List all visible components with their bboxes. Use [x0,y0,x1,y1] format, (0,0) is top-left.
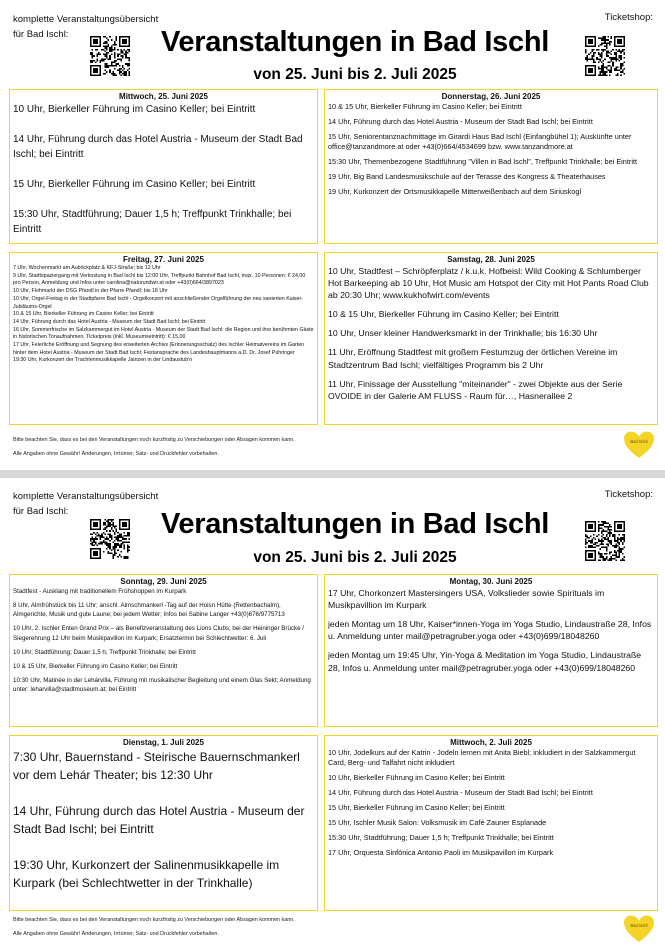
event-item: 10 Uhr, Stadtfest – Schröpferplatz / k.u.k. Hofbeisl: Wild Cooking & Schlumberger Hot Barkeeping ab 10 Uhr, Hot Music am Hotspot der City mit Hot Pants Road Club ab 20:30 Uhr; www.kukhofwirt.com/events [328,266,649,301]
event-item: 10 Uhr, Jodelkurs auf der Katrin - Jodeln lernen mit Anita Biebl; inkludiert in der Salzkammergut Card, Berg- und Talfahrt nicht inkludiert [328,748,636,767]
overview-label-line2: für Bad Ischl: [13,29,69,40]
event-item: 7:30 Uhr, Bauernstand - Steirische Bauernschmankerl vor dem Lehár Theater; bis 12:30 Uhr [13,750,300,782]
day-box-tuesday-1 [9,735,318,911]
event-item: 15 Uhr, Seniorentanznachmittage im Girardi Haus Bad Ischl (Einfangbühel 1); Auskünfte unter office@tanzandmore.at oder +43(0)664/4534699 bzw. www.tanzandmore.at [328,132,632,151]
overview-label-line2: für Bad Ischl: [13,506,69,517]
day-box-wednesday-25 [9,89,318,244]
event-item: 8 Uhr, Almfrühstück bis 11 Uhr; anschl. Almschmankerl -Tag auf der Hoisn Hütte (Rettenbachalm), Almgerichte, Musik und gute Laune; bei jedem Wetter; Infos bei Sabine Langer +43(0)676/9775713 [13,602,285,619]
disclaimer-line2: Alle Angaben ohne Gewähr! Änderungen, Irrtümer, Satz- und Druckfehler vorbehalten. [13,931,219,937]
disclaimer-line1: Bitte beachten Sie, dass es bei den Veranstaltungen noch kurzfristig zu Verschiebungen oder Absagen kommen kann. [13,917,295,923]
day-heading: Dienstag, 1. Juli 2025 [123,738,204,747]
event-item: 15 Uhr, Bierkeller Führung im Casino Keller; bei Eintritt [328,803,505,812]
event-item: 10:30 Uhr, Matinée in der Lehárvilla, Führung mit musikalischer Begleitung und einem Glas Sekt; Anmeldung unter: leharvilla@stadtmuseum.at; bei Eintritt [13,676,311,694]
event-item: 14 Uhr, Führung durch das Hotel Austria - Museum der Stadt Bad Ischl; bei Eintritt [13,318,206,325]
flyer-page-1 [0,0,665,470]
event-item: 10 & 15 Uhr, Bierkeller Führung im Casino Keller; bei Eintritt [328,309,559,320]
qr-code-ticketshop-icon[interactable] [585,521,625,561]
event-item: 15:30 Uhr, Stadtführung; Dauer 1,5 h; Treffpunkt Trinkhalle; bei Eintritt [13,209,292,235]
event-item: 10 Uhr, Flohmarkt der DSG Pfandl in der Pfarre Pfandl; bis 18 Uhr [13,288,168,295]
disclaimer [13,916,295,944]
day-heading: Freitag, 27. Juni 2025 [123,255,204,264]
day-heading: Donnerstag, 26. Juni 2025 [441,92,541,101]
event-item: 15 Uhr, Bierkeller Führung im Casino Keller; bei Eintritt [13,179,256,190]
page-subtitle: von 25. Juni bis 2. Juli 2025 [253,549,457,566]
day-box-sunday-29 [9,574,318,727]
event-item: 15:30 Uhr, Stadtführung; Dauer 1,5 h; Treffpunkt Trinkhalle; bei Eintritt [328,833,554,842]
flyer-page-2 [0,478,665,950]
event-item: 10 Uhr, 2. Ischler Enten Grand Prix – als Benefizveranstaltung des Lions Clubs; bei der Heininger Brücke / Siegerehrung 12 Uhr beim Musikpavillon im Kurpark; Ersatztermin bei Schlechtwetter: 6. Juli [13,625,304,642]
event-item: 14 Uhr, Führung durch das Hotel Austria - Museum der Stadt Bad Ischl; bei Eintritt [328,788,593,797]
ticketshop-label: Ticketshop: [604,489,653,500]
event-item: 10 Uhr, Bierkeller Führung im Casino Keller; bei Eintritt [328,773,505,782]
event-item: 7 Uhr, Wochenmarkt am Auböckplatz & KFJ-Straße; bis 12 Uhr [13,265,161,271]
disclaimer-line2: Alle Angaben ohne Gewähr! Änderungen, Irrtümer, Satz- und Druckfehler vorbehalten. [13,451,219,457]
day-box-saturday-28 [324,252,658,425]
disclaimer-line1: Bitte beachten Sie, dass es bei den Veranstaltungen noch kurzfristig zu Verschiebungen oder Absagen kommen kann. [13,437,295,443]
page-title: Veranstaltungen in Bad Ischl [160,508,550,540]
event-item: 14 Uhr, Führung durch das Hotel Austria - Museum der Stadt Bad Ischl; bei Eintritt [328,117,593,126]
ticketshop-label: Ticketshop: [604,12,653,23]
qr-code-ticketshop-icon[interactable] [585,36,625,76]
event-item: 19:30 Uhr, Kurkonzert der Trachtenmusikkapelle Jainzen in der Lindaustub'n [13,357,193,364]
event-item: 10 & 15 Uhr, Bierkeller Führung im Casino Keller; bei Eintritt [13,311,154,318]
event-item: jeden Montag um 18 Uhr, Kaiser*innen-Yoga im Yoga Studio, Lindaustraße 28, Infos u. Anmeldung unter mail@petragruber.yoga oder +43(0)699/18048260 [328,619,652,642]
event-item: 9 Uhr, Stadtspaziergang mit Verkostung in Bad Ischl bis 12:00 Uhr, Treffpunkt Bahnhof Bad Ischl, max. 10 Personen; € 24,00 pro Person, Anmeldung und Infos unter carolina@naturundwir.at oder +43(0)664/3897023 [13,272,306,287]
event-item: 10 Uhr, Bierkeller Führung im Casino Keller; bei Eintritt [13,104,256,115]
overview-label-line1: komplette Veranstaltungsübersicht [13,491,159,502]
event-item: Stadtfest - Ausklang mit traditionellem Frühshoppen im Kurpark [13,588,187,595]
event-item: 19 Uhr, Kurkonzert der Ortsmusikkapelle Mitterweißenbach auf dem Siriuskogl [328,187,582,196]
event-item: 10 & 15 Uhr, Bierkeller Führung im Casino Keller; bei Eintritt [13,662,178,670]
event-item: 15:30 Uhr, Themenbezogene Stadtführung "Villen in Bad Ischl", Treffpunkt Trinkhalle; bei Eintritt [328,157,637,166]
event-item: 10 & 15 Uhr, Bierkeller Führung im Casino Keller; bei Eintritt [328,102,522,111]
day-heading: Mittwoch, 25. Juni 2025 [119,92,208,101]
day-heading: Mittwoch, 2. Juli 2025 [450,738,532,747]
event-item: jeden Montag um 19:45 Uhr, Yin-Yoga & Meditation im Yoga Studio, Lindaustraße 28, Infos u. Anmeldung unter mail@petragruber.yoga oder +43(0)699/18048260 [328,650,642,673]
event-item: 15 Uhr, Ischler Musik Salon: Volksmusik im Café Zauner Esplanade [328,818,547,827]
day-heading: Sonntag, 29. Juni 2025 [120,577,207,586]
event-item: 10 Uhr, Unser kleiner Handwerksmarkt in der Trinkhalle; bis 16:30 Uhr [328,328,598,339]
day-heading: Montag, 30. Juni 2025 [449,577,533,586]
bad-ischl-heart-logo-icon [623,430,655,460]
page-subtitle: von 25. Juni bis 2. Juli 2025 [253,66,457,83]
event-item: 14 Uhr, Führung durch das Hotel Austria - Museum der Stadt Bad Ischl; bei Eintritt [13,804,305,836]
event-item: 17 Uhr, Chorkonzert Mastersingers USA, Volkslieder sowie Spirituals im Musikpavillion im Kurpark [328,588,605,611]
event-item: 11 Uhr, Eröffnung Stadtfest mit großem Festumzug der örtlichen Vereine im Stadtzentrum Bad Ischl; vielfältiges Programm bis 2 Uhr [328,347,618,370]
event-item: 16 Uhr, Sommerfrische im Salzkammergut im Hotel Austria - Museum der Stadt Bad Ischl: die Region und ihre berühmten Gäste in historischen Tonaufnahmen, Ticketpreis (inkl. Museumseintritt): € 15,00 [13,326,314,341]
disclaimer [13,436,295,464]
day-heading: Samstag, 28. Juni 2025 [447,255,535,264]
page-title: Veranstaltungen in Bad Ischl [160,26,550,58]
logo-text: Bad Ischl [630,439,648,444]
logo-text: Bad Ischl [630,923,648,928]
overview-label-line1: komplette Veranstaltungsübersicht [13,14,159,25]
event-item: 17 Uhr, Orquesta Sinfónica Antonio Paoli im Musikpavillon im Kurpark [328,848,554,857]
event-item: 17 Uhr, Feierliche Eröffnung und Segnung des erweiterten Archivs (Erinnerungsschatz) des Ischler Heimatvereins im Garten hinter dem Hotel Austria - Museum der Stadt Bad Ischl; Festansprache des Landeshauptmanns a.D. Dr. Josef Pühringer [13,342,305,356]
day-box-monday-30 [324,574,658,727]
event-item: 14 Uhr, Führung durch das Hotel Austria - Museum der Stadt Bad Ischl; bei Eintritt [13,134,303,160]
event-item: 19 Uhr, Big Band Landesmusikschule auf der Terasse des Kongress & Theaterhauses [328,172,606,181]
day-box-wednesday-2 [324,735,658,911]
page-separator [0,470,665,478]
event-item: 10 Uhr, Orgel-Freitag in der Stadtpfarre Bad Ischl - Orgelkonzert mit anschließender Orgelführung der neu sanierten Kaiser-Jubiläums-Orgel [13,295,303,310]
bad-ischl-heart-logo-icon [623,914,655,944]
day-box-friday-27 [9,252,318,425]
event-item: 11 Uhr, Finissage der Ausstellung "miteinander" - zwei Objekte aus der Serie OVOIDE in der Galerie AM FLUSS - Raum für…, Hasnerallee 2 [328,378,623,401]
event-item: 10 Uhr, Stadtführung; Dauer 1,5 h; Treffpunkt Trinkhalle; bei Eintritt [13,648,196,656]
event-item: 19:30 Uhr, Kurkonzert der Salinenmusikkapelle im Kurpark (bei Schlechtwetter in der Trinkhalle) [13,858,280,890]
day-box-thursday-26 [324,89,658,244]
